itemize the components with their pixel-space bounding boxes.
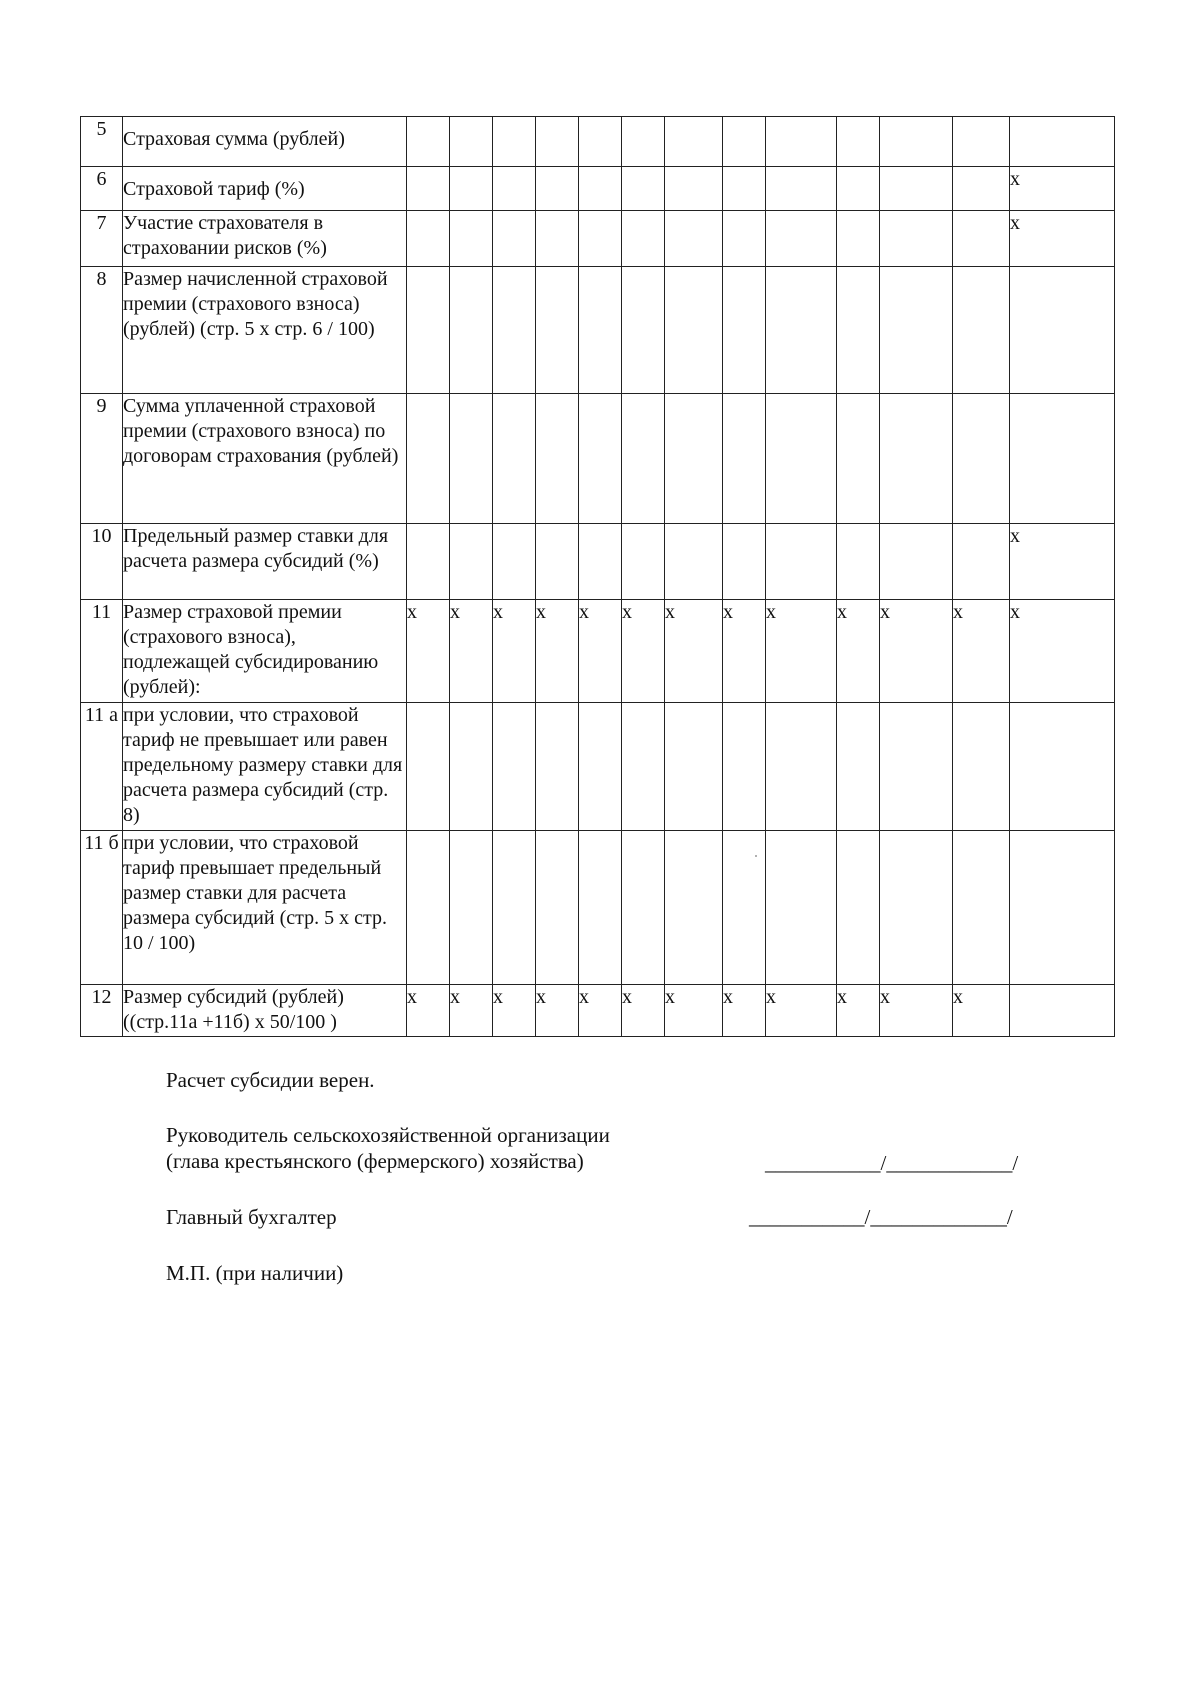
value-cell [536,524,579,600]
value-cell [493,267,536,394]
value-cell [579,267,622,394]
value-cell [493,703,536,831]
value-cell [723,703,766,831]
value-cell: x [880,985,953,1037]
value-cell: x [1010,600,1115,703]
value-cell [450,167,493,211]
value-cell [407,167,450,211]
head-signature-line: ___________/____________/ [765,1151,1019,1175]
value-cell: x [665,600,723,703]
value-cell [665,117,723,167]
value-cell [450,211,493,267]
value-cell [536,831,579,985]
calculation-verified-text: Расчет субсидии верен. [166,1068,375,1092]
value-cell: x [579,985,622,1037]
value-cell [837,167,880,211]
row-number: 9 [81,394,123,524]
row-label: Страховой тариф (%) [123,167,407,211]
chief-accountant-label: Главный бухгалтер [166,1205,337,1229]
value-cell [622,267,665,394]
row-number: 12 [81,985,123,1037]
value-cell [766,211,837,267]
value-cell: x [579,600,622,703]
value-cell [766,394,837,524]
value-cell [450,267,493,394]
stamp-label: М.П. (при наличии) [166,1261,344,1285]
row-label: Предельный размер ставки для расчета размера субсидий (%) [123,524,407,600]
value-cell: x [766,600,837,703]
value-cell [953,211,1010,267]
value-cell [1010,831,1115,985]
value-cell [450,117,493,167]
row-label: при условии, что страховой тариф превышает предельный размер ставки для расчета размера субсидий (стр. 5 х стр. 10 / 100) [123,831,407,985]
row-label: Размер субсидий (рублей) ((стр.11а +11б) х 50/100 ) [123,985,407,1037]
value-cell: x [536,985,579,1037]
value-cell: x [493,600,536,703]
value-cell [579,394,622,524]
accountant-signature-line: ___________/_____________/ [749,1205,1013,1229]
row-number: 6 [81,167,123,211]
value-cell [579,167,622,211]
value-cell [622,524,665,600]
value-cell [723,211,766,267]
value-cell [766,167,837,211]
row-number: 8 [81,267,123,394]
value-cell [880,211,953,267]
row-number: 11 [81,600,123,703]
value-cell [766,703,837,831]
value-cell [493,524,536,600]
value-cell [536,167,579,211]
value-cell: x [953,600,1010,703]
value-cell [1010,394,1115,524]
value-cell [953,394,1010,524]
value-cell [766,831,837,985]
value-cell [622,394,665,524]
value-cell [407,831,450,985]
value-cell [407,211,450,267]
value-cell [880,703,953,831]
table-row [81,831,1115,985]
value-cell: x [766,985,837,1037]
value-cell [493,167,536,211]
value-cell [953,117,1010,167]
value-cell: x [665,985,723,1037]
row-number: 7 [81,211,123,267]
value-cell [953,831,1010,985]
value-cell [880,117,953,167]
value-cell [1010,985,1115,1037]
value-cell: x [622,600,665,703]
value-cell: x [837,985,880,1037]
value-cell [536,211,579,267]
value-cell: x [837,600,880,703]
value-cell: x [450,985,493,1037]
value-cell [407,703,450,831]
value-cell [536,117,579,167]
value-cell [450,394,493,524]
value-cell [665,167,723,211]
value-cell [450,524,493,600]
value-cell [665,831,723,985]
value-cell [536,703,579,831]
value-cell [493,831,536,985]
table-row [81,394,1115,524]
head-title-line2: (глава крестьянского (фермерского) хозяйства) [166,1149,584,1173]
value-cell [723,117,766,167]
value-cell [766,524,837,600]
value-cell [837,524,880,600]
row-label: Размер страховой премии (страхового взноса), подлежащей субсидированию (рублей): [123,600,407,703]
table-row [81,167,1115,211]
value-cell [622,167,665,211]
value-cell [579,703,622,831]
table-row [81,211,1115,267]
row-number: 11 б [81,831,123,985]
value-cell [665,394,723,524]
row-label: Участие страхователя в страховании рисков (%) [123,211,407,267]
value-cell [837,831,880,985]
value-cell [579,211,622,267]
value-cell [536,267,579,394]
value-cell: x [1010,167,1115,211]
value-cell [450,703,493,831]
value-cell [723,831,766,985]
table-row [81,703,1115,831]
value-cell: x [880,600,953,703]
value-cell [407,394,450,524]
value-cell [407,524,450,600]
value-cell: x [407,600,450,703]
value-cell [493,394,536,524]
value-cell [766,267,837,394]
row-number: 10 [81,524,123,600]
value-cell: x [953,985,1010,1037]
table-row [81,985,1115,1037]
value-cell [665,703,723,831]
value-cell [665,211,723,267]
value-cell [493,117,536,167]
value-cell: x [536,600,579,703]
value-cell [953,167,1010,211]
scan-speck [755,855,757,857]
head-title-line1: Руководитель сельскохозяйственной организации [166,1123,610,1147]
value-cell [1010,267,1115,394]
value-cell [837,703,880,831]
value-cell [407,267,450,394]
value-cell [953,703,1010,831]
value-cell [622,211,665,267]
row-label: Размер начисленной страховой премии (страхового взноса) (рублей) (стр. 5 х стр. 6 / 100) [123,267,407,394]
row-number: 5 [81,117,123,167]
value-cell [723,267,766,394]
value-cell: x [1010,211,1115,267]
value-cell [407,117,450,167]
value-cell [579,831,622,985]
value-cell: x [493,985,536,1037]
value-cell [837,394,880,524]
value-cell [665,267,723,394]
value-cell [622,117,665,167]
value-cell [953,267,1010,394]
value-cell [579,524,622,600]
value-cell [766,117,837,167]
value-cell [837,117,880,167]
value-cell: x [723,600,766,703]
value-cell [880,524,953,600]
table-row [81,267,1115,394]
value-cell: x [723,985,766,1037]
value-cell [579,117,622,167]
table-row [81,117,1115,167]
value-cell: x [407,985,450,1037]
value-cell [1010,703,1115,831]
value-cell [536,394,579,524]
row-number: 11 а [81,703,123,831]
value-cell: x [1010,524,1115,600]
value-cell [450,831,493,985]
value-cell [837,211,880,267]
value-cell: x [450,600,493,703]
value-cell [880,167,953,211]
value-cell [622,703,665,831]
value-cell [723,167,766,211]
value-cell [837,267,880,394]
table-row [81,600,1115,703]
value-cell [723,524,766,600]
value-cell [1010,117,1115,167]
value-cell [880,831,953,985]
table-row [81,524,1115,600]
value-cell [493,211,536,267]
subsidy-calculation-table [80,116,1115,1037]
value-cell [953,524,1010,600]
row-label: Страховая сумма (рублей) [123,117,407,167]
value-cell [622,831,665,985]
row-label: при условии, что страховой тариф не превышает или равен предельному размеру ставки для расчета размера субсидий (стр. 8) [123,703,407,831]
value-cell [880,394,953,524]
value-cell [723,394,766,524]
value-cell [880,267,953,394]
row-label: Сумма уплаченной страховой премии (страхового взноса) по договорам страхования (рублей) [123,394,407,524]
value-cell: x [622,985,665,1037]
value-cell [665,524,723,600]
